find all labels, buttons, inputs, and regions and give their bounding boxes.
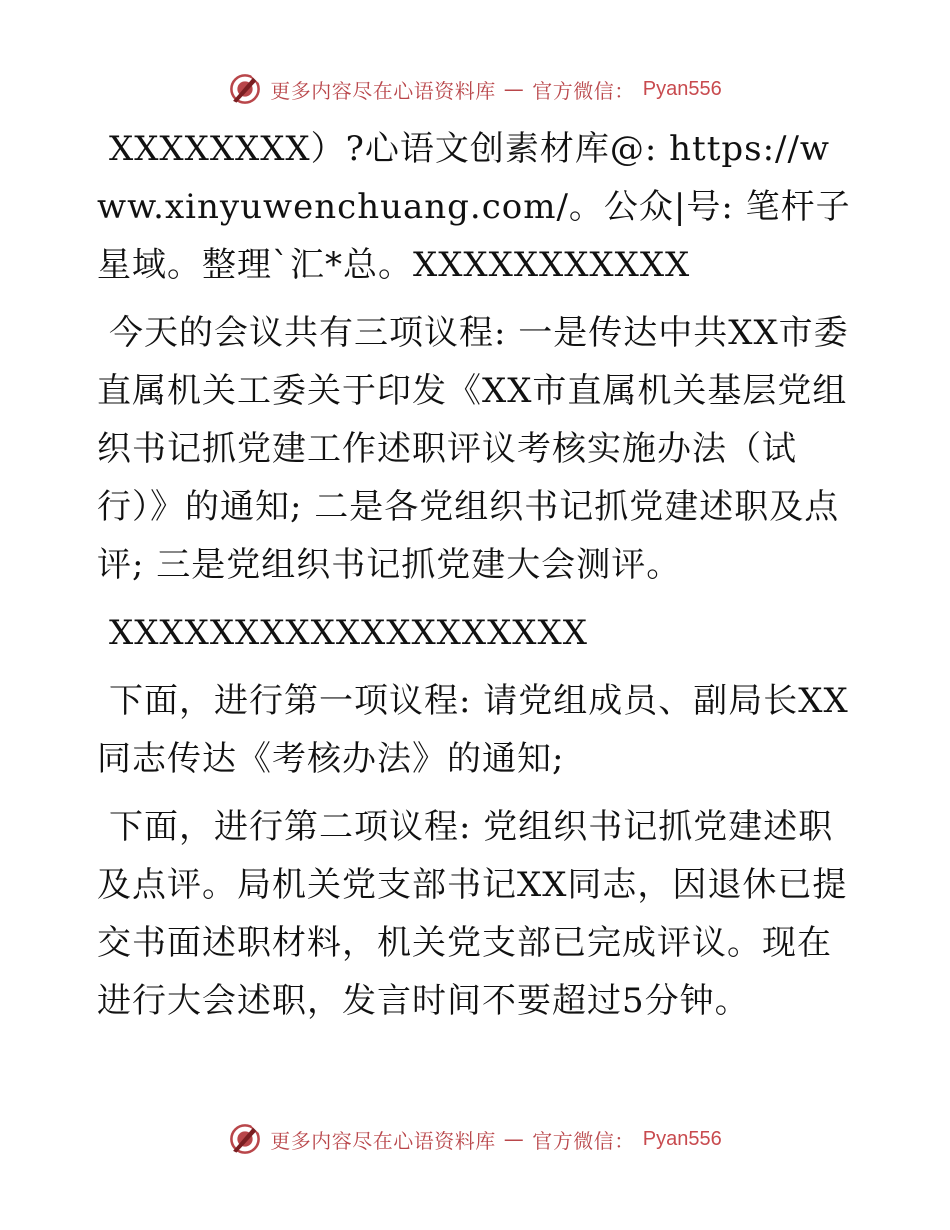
paragraph-placeholder: XXXXXXXXXXXXXXXXXXX — [109, 613, 588, 653]
paragraph-item-one: 下面，进行第一项议程: 请党组成员、副局长XX同志传达《考核办法》的通知; — [97, 681, 849, 779]
document-body — [97, 120, 857, 1040]
quill-seal-icon — [228, 1122, 262, 1156]
header-banner — [0, 72, 950, 106]
banner-title: 更多内容尽在心语资料库 — [270, 78, 496, 103]
footer-banner-title: 更多内容尽在心语资料库 — [270, 1128, 496, 1153]
footer-banner-separator: — — [503, 1127, 525, 1151]
footer-banner-wechat-id: Pyan556 — [642, 1127, 722, 1150]
footer-banner — [0, 1122, 950, 1156]
paragraph-agenda: 今天的会议共有三项议程: 一是传达中共XX市委直属机关工委关于印发《XX市直属机关基层党组织书记抓党建工作述职评议考核实施办法（试行）》的通知; 二是各党组织书记抓党建述职及点评; 三是党组织书记抓党建大会测评。 — [97, 313, 849, 585]
quill-seal-icon — [228, 72, 262, 106]
banner-separator: — — [503, 77, 525, 101]
banner-wechat-id: Pyan556 — [642, 77, 722, 100]
paragraph-item-two: 下面，进行第二项议程: 党组织书记抓党建述职及点评。局机关党支部书记XX同志，因退休已提交书面述职材料，机关党支部已完成评议。现在进行大会述职，发言时间不要超过5分钟。 — [97, 807, 848, 1021]
footer-banner-wechat-label: 官方微信： — [532, 1128, 635, 1153]
banner-wechat-label: 官方微信： — [532, 78, 635, 103]
paragraph-source-note: XXXXXXXX）?心语文创素材库@: https://www.xinyuwenchuang.com/。公众|号: 笔杆子星域。整理`汇*总。XXXXXXXXXXX — [97, 129, 851, 285]
